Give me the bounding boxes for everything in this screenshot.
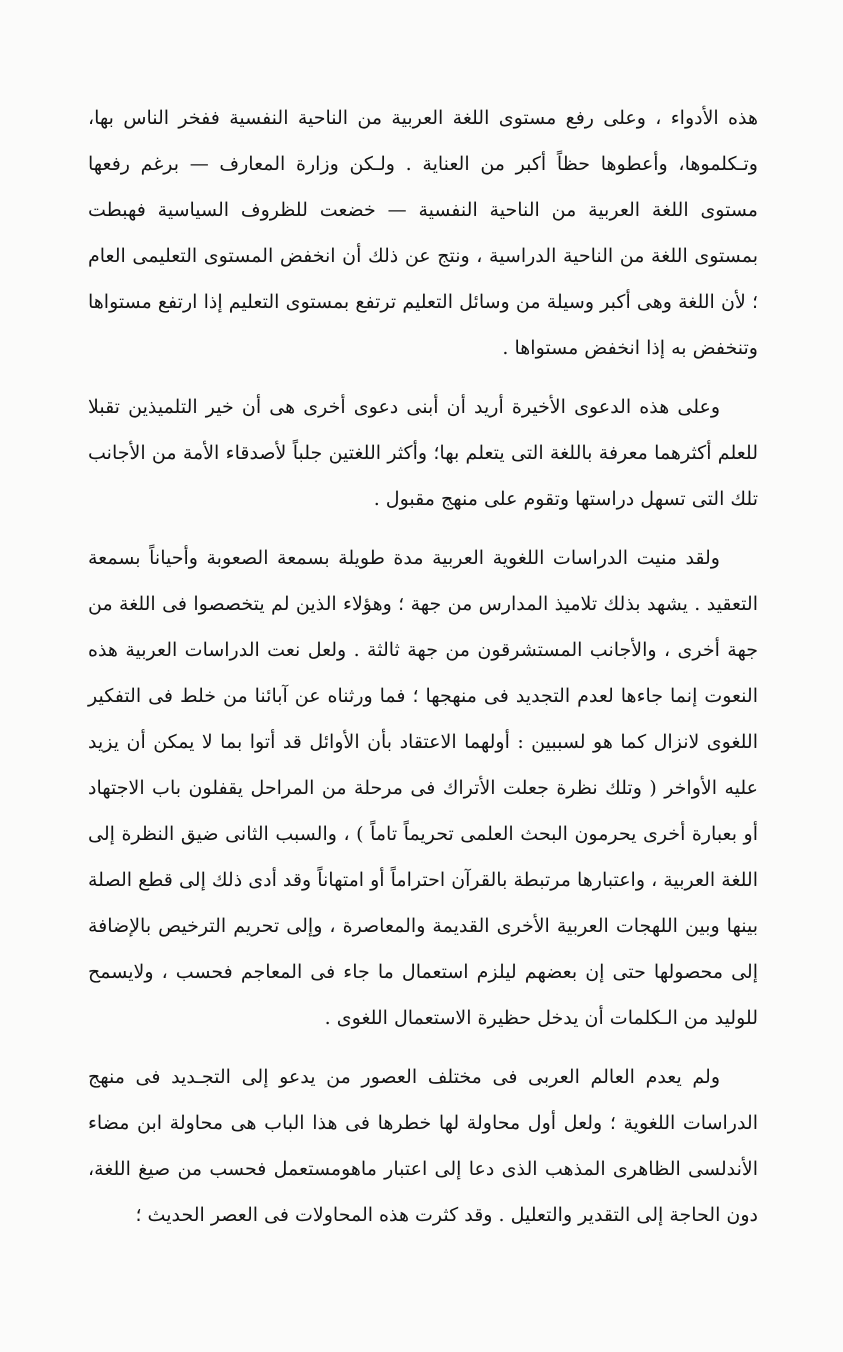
paragraph-4: ولم يعدم العالم العربى فى مختلف العصور من يدعو إلى التجـديد فى منهج الدراسات اللغوية ؛ ولعل أول محاولة لها خطرها فى هذا الباب هى محاولة ابن مضاء الأندلسى الظاهرى المذهب الذى دعا إلى اعتبار ماهومستعمل فحسب من صيغ اللغة، دون الحاجة إلى التقدير والتعليل . وقد كثرت هذه المحاولات فى العصر الحديث ؛ bbox=[88, 1066, 758, 1226]
paragraph-1: هذه الأدواء ، وعلى رفع مستوى اللغة العربية من الناحية النفسية ففخر الناس بها، وتـكلموها، وأعطوها حظاً أكبر من العناية . ولـكن وزارة المعارف — برغم رفعها مستوى اللغة العربية من الناحية النفسية — خضعت للظروف السياسية فهبطت بمستوى اللغة من الناحية الدراسية ، ونتج عن ذلك أن انخفض المستوى التعليمى العام ؛ لأن اللغة وهى أكبر وسيلة من وسائل التعليم ترتفع بمستوى التعليم إذا ارتفع مستواها وتنخفض به إذا انخفض مستواها . bbox=[88, 107, 758, 359]
paragraph-2: وعلى هذه الدعوى الأخيرة أريد أن أبنى دعوى أخرى هى أن خير التلميذين تقبلا للعلم أكثرهما معرفة باللغة التى يتعلم بها؛ وأكثر اللغتين جلباً لأصدقاء الأمة من الأجانب تلك التى تسهل دراستها وتقوم على منهج مقبول . bbox=[88, 396, 758, 510]
page-body-text bbox=[88, 95, 758, 1251]
paragraph-3: ولقد منيت الدراسات اللغوية العربية مدة طويلة بسمعة الصعوبة وأحياناً بسمعة التعقيد . يشهد بذلك تلاميذ المدارس من جهة ؛ وهؤلاء الذين لم يتخصصوا فى اللغة من جهة أخرى ، والأجانب المستشرقون من جهة ثالثة . ولعل نعت الدراسات العربية هذه النعوت إنما جاءها لعدم التجديد فى منهجها ؛ فما ورثناه عن آبائنا من خلط فى التفكير اللغوى لانزال كما هو لسببين : أولهما الاعتقاد بأن الأوائل قد أتوا بما لا يمكن أن يزيد عليه الأواخر ( وتلك نظرة جعلت الأتراك فى مرحلة من المراحل يقفلون باب الاجتهاد أو بعبارة أخرى يحرمون البحث العلمى تحريماً تاماً ) ، والسبب الثانى ضيق النظرة إلى اللغة العربية ، واعتبارها مرتبطة بالقرآن احتراماً أو امتهاناً وقد أدى ذلك إلى قطع الصلة بينها وبين اللهجات العربية الأخرى القديمة والمعاصرة ، وإلى تحريم الترخيص بالإضافة إلى محصولها حتى إن بعضهم ليلزم استعمال ما جاء فى المعاجم فحسب ، ولايسمح للوليد من الـكلمات أن يدخل حظيرة الاستعمال اللغوى . bbox=[88, 547, 758, 1029]
